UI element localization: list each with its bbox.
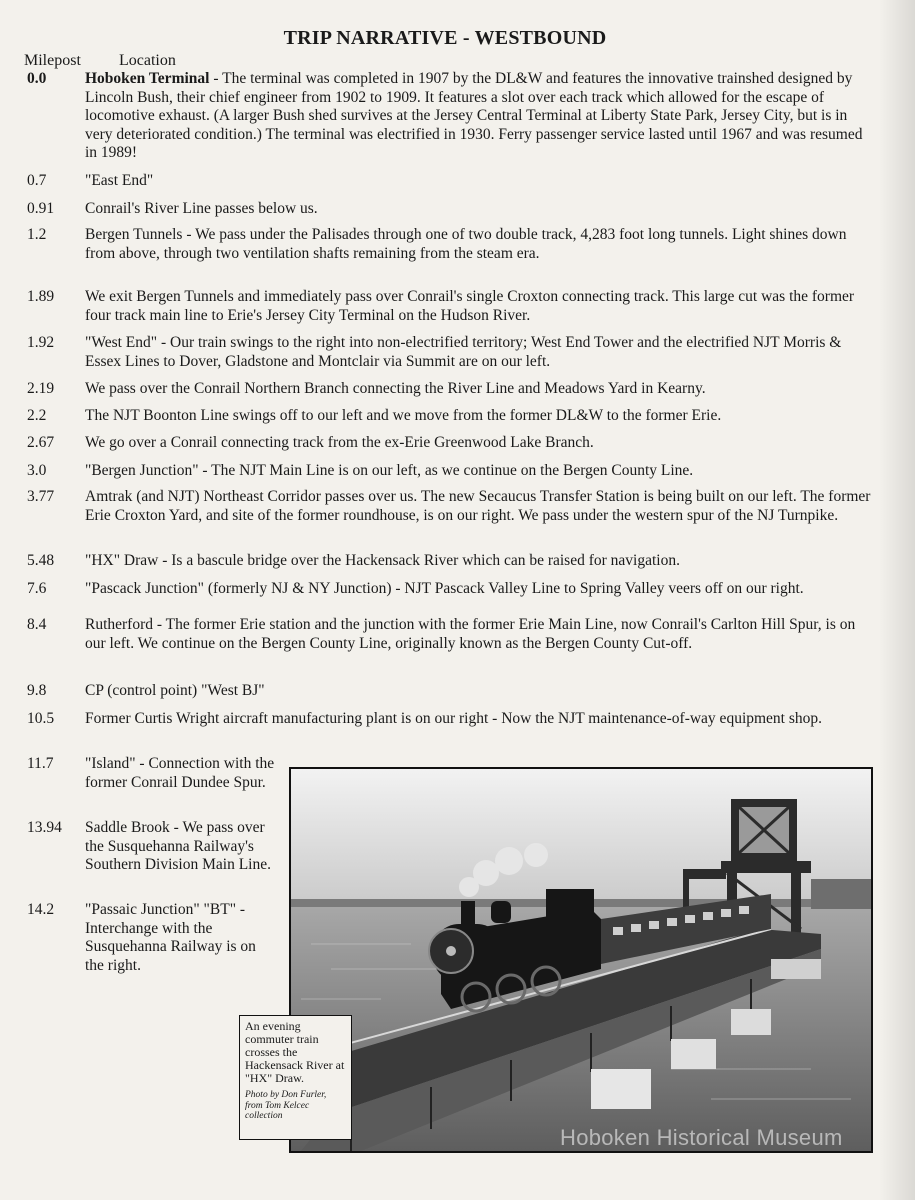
- milepost: 8.4: [27, 616, 47, 633]
- milepost: 3.0: [27, 462, 47, 479]
- entry-text: Amtrak (and NJT) Northeast Corridor passes over us. The new Secaucus Transfer Station is being built on our left. The former Erie Croxton Yard, and site of the former roundhouse, is on our right. We pass under the western spur of the NJ Turnpike.: [85, 488, 871, 524]
- entry-2-67: [27, 434, 872, 453]
- entry-14-2: [27, 901, 277, 975]
- entry-text: The NJT Boonton Line swings off to our left and we move from the former DL&W to the former Erie.: [85, 407, 722, 424]
- entry-text: "Passaic Junction" "BT" - Interchange with the Susquehanna Railway is on the right.: [85, 901, 256, 974]
- entry-text: We go over a Conrail connecting track from the ex-Erie Greenwood Lake Branch.: [85, 434, 594, 451]
- entry-text: Saddle Brook - We pass over the Susquehanna Railway's Southern Division Main Line.: [85, 819, 271, 873]
- entry-3-77: [27, 488, 872, 525]
- watermark: Hoboken Historical Museum: [560, 1125, 843, 1150]
- location-header: Location: [119, 52, 176, 69]
- milepost: 1.92: [27, 334, 55, 351]
- entry-text: Conrail's River Line passes below us.: [85, 200, 318, 217]
- milepost: 2.19: [27, 380, 55, 397]
- train-bridge-photo: [289, 767, 873, 1153]
- entry-text: We pass over the Conrail Northern Branch connecting the River Line and Meadows Yard in Kearny.: [85, 380, 706, 397]
- milepost-header: Milepost: [24, 52, 81, 69]
- entry-0-91: [27, 200, 872, 219]
- entry-7-6: [27, 580, 872, 599]
- entry-11-7: [27, 755, 277, 792]
- entry-text: "Island" - Connection with the former Conrail Dundee Spur.: [85, 755, 275, 791]
- milepost: 1.89: [27, 288, 55, 305]
- entry-8-4: [27, 616, 872, 653]
- entry-9-8: [27, 682, 872, 701]
- milepost: 7.6: [27, 580, 47, 597]
- milepost: 13.94: [27, 819, 62, 836]
- milepost: 2.67: [27, 434, 55, 451]
- page-edge-shadow: [879, 0, 915, 1200]
- page-title: TRIP NARRATIVE - WESTBOUND: [283, 27, 607, 49]
- milepost: 14.2: [27, 901, 55, 918]
- milepost: 10.5: [27, 710, 55, 727]
- entry-text: "East End": [85, 172, 154, 189]
- photo-caption-box: [239, 1015, 352, 1140]
- entry-text: We exit Bergen Tunnels and immediately pass over Conrail's single Croxton connecting track. This large cut was the former four track main line to Erie's Jersey City Terminal on the Hudson River.: [85, 288, 855, 324]
- entry-0-7: [27, 172, 872, 191]
- entry-3-0: [27, 462, 872, 481]
- entry-1-89: [27, 288, 872, 325]
- entry-text: Bergen Tunnels - We pass under the Palisades through one of two double track, 4,283 foot long tunnels. Light shines down from above, through two ventilation shafts remaining from the steam era.: [85, 226, 847, 262]
- entry-text: Rutherford - The former Erie station and the junction with the former Erie Main Line, now Conrail's Carlton Hill Spur, is on our left. We continue on the Bergen County Line, originally known as the Bergen County Cut-off.: [85, 616, 856, 652]
- entry-13-94: [27, 819, 277, 875]
- photo-caption: An evening commuter train crosses the Hackensack River at "HX" Draw.: [245, 1019, 345, 1085]
- entry-text: "West End" - Our train swings to the right into non-electrified territory; West End Tower and the electrified NJT Morris & Essex Lines to Dover, Gladstone and Montclair via Summit are on our left.: [85, 334, 842, 370]
- entry-0-0: [27, 70, 872, 163]
- entry-text: Former Curtis Wright aircraft manufacturing plant is on our right - Now the NJT maintenance-of-way equipment shop.: [85, 710, 823, 727]
- milepost: 1.2: [27, 226, 47, 243]
- milepost: 11.7: [27, 755, 54, 772]
- entry-text: - The terminal was completed in 1907 by the DL&W and features the innovative trainshed designed by Lincoln Bush, their chief engineer from 1902 to 1909. It features a slot over each track which allowed for the escape of locomotive exhaust. (A larger Bush shed survives at the Jersey Central Terminal at Liberty State Park, Jersey City, but is in very deteriorated condition.) The terminal was electrified in 1930. Ferry passenger service lasted until 1967 and was resumed in 1989!: [85, 70, 863, 161]
- entry-1-2: [27, 226, 872, 263]
- train-bridge-illustration: [291, 769, 871, 1151]
- entry-2-2: [27, 407, 872, 426]
- entry-1-92: [27, 334, 872, 371]
- entry-5-48: [27, 552, 872, 571]
- milepost: 5.48: [27, 552, 55, 569]
- entry-text: "Bergen Junction" - The NJT Main Line is on our left, as we continue on the Bergen County Line.: [85, 462, 694, 479]
- milepost: 0.7: [27, 172, 47, 189]
- milepost: 3.77: [27, 488, 55, 505]
- entry-2-19: [27, 380, 872, 399]
- entry-text: CP (control point) "West BJ": [85, 682, 265, 699]
- milepost: 0.91: [27, 200, 55, 217]
- milepost: 0.0: [27, 70, 47, 87]
- entry-text: "Pascack Junction" (formerly NJ & NY Junction) - NJT Pascack Valley Line to Spring Valley veers off on our right.: [85, 580, 804, 597]
- entry-10-5: [27, 710, 872, 729]
- location-name: Hoboken Terminal: [85, 70, 210, 87]
- milepost: 2.2: [27, 407, 47, 424]
- milepost: 9.8: [27, 682, 47, 699]
- entry-text: "HX" Draw - Is a bascule bridge over the Hackensack River which can be raised for navigation.: [85, 552, 680, 569]
- photo-credit: Photo by Don Furler, from Tom Kelcec collection: [245, 1090, 327, 1121]
